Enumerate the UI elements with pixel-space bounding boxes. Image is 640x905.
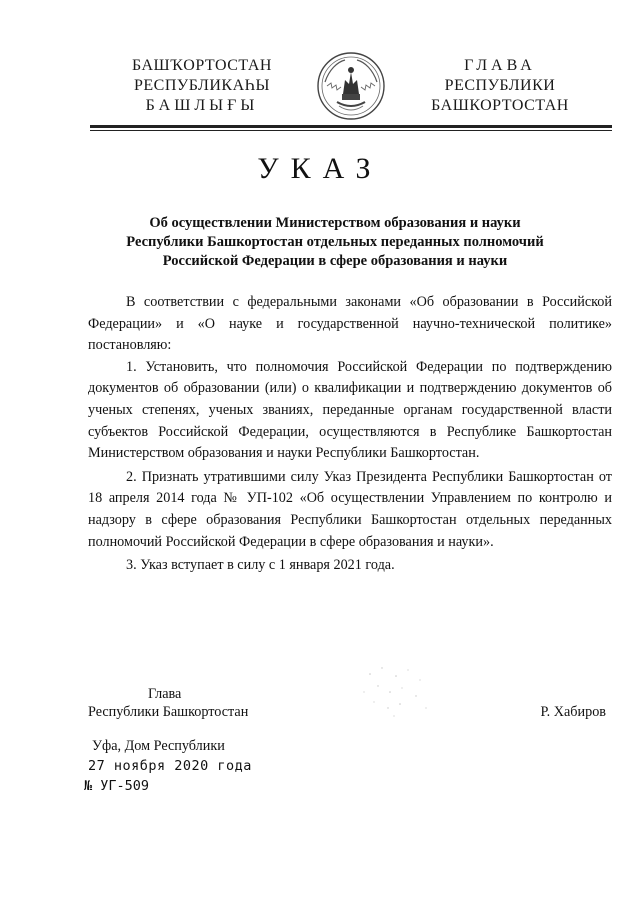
header-right-line-1: ГЛАВА [464, 57, 536, 74]
signing-place: Уфа, Дом Республики [92, 738, 225, 754]
item-2-paragraph: 2. Признать утратившими силу Указ Президента Республики Башкортостан от 18 апреля 2014 года № УП-102 «Об осуществлении Управлением по контролю и надзору в сфере образования Республики Башкортостан отдельных переданных полномочий Российской Федерации в сфере образования и науки». [88, 468, 612, 550]
header-right-line-3: БАШКОРТОСТАН [431, 97, 569, 114]
signatory-position: Глава [148, 686, 182, 702]
bashkortostan-coat-of-arms-icon [315, 50, 387, 122]
signing-date: 27 ноября 2020 года [88, 758, 252, 774]
signatory-organization: Республики Башкортостан [88, 704, 249, 720]
subject-line-3: Российской Федерации в сфере образования и науки [162, 253, 508, 269]
header-divider-thin [90, 130, 612, 131]
decree-subject [100, 214, 570, 271]
header-divider-thick [90, 125, 612, 128]
item-1-paragraph: 1. Установить, что полномочия Российской Федерации по подтверждению документов об образовании (или) о квалификации и подтверждению документов об ученых степенях, ученых званиях, переданные органам государственной власти субъектов Российской Федерации, осуществляются в Республике Башкортостан Министерством образования и науки Республики Башкортостан. [88, 358, 612, 462]
signatory-name: Р. Хабиров [540, 704, 606, 720]
subject-line-2: Республики Башкортостан отдельных переданных полномочий [126, 234, 544, 250]
header-left-line-2: РЕСПУБЛИКАҺЫ [134, 77, 270, 94]
decree-body [88, 292, 612, 577]
subject-line-1: Об осуществлении Министерством образования и науки [149, 215, 521, 231]
decree-number: № УГ-509 [84, 778, 150, 794]
header-left-bashkir [112, 56, 292, 116]
faint-stamp-mark [330, 656, 450, 726]
header-right-line-2: РЕСПУБЛИКИ [444, 77, 556, 94]
document-title: УКАЗ [257, 152, 383, 185]
header-left-line-1: БАШҠОРТОСТАН [132, 57, 272, 74]
item-3-paragraph: 3. Указ вступает в силу с 1 января 2021 года. [126, 557, 395, 574]
header-left-line-3: БАШЛЫҒЫ [145, 97, 259, 114]
preamble-paragraph: В соответствии с федеральными законами «Об образовании в Российской Федерации» и «О науке и государственной научно-технической политике» постановляю: [88, 294, 612, 354]
header-right-russian [410, 56, 590, 116]
